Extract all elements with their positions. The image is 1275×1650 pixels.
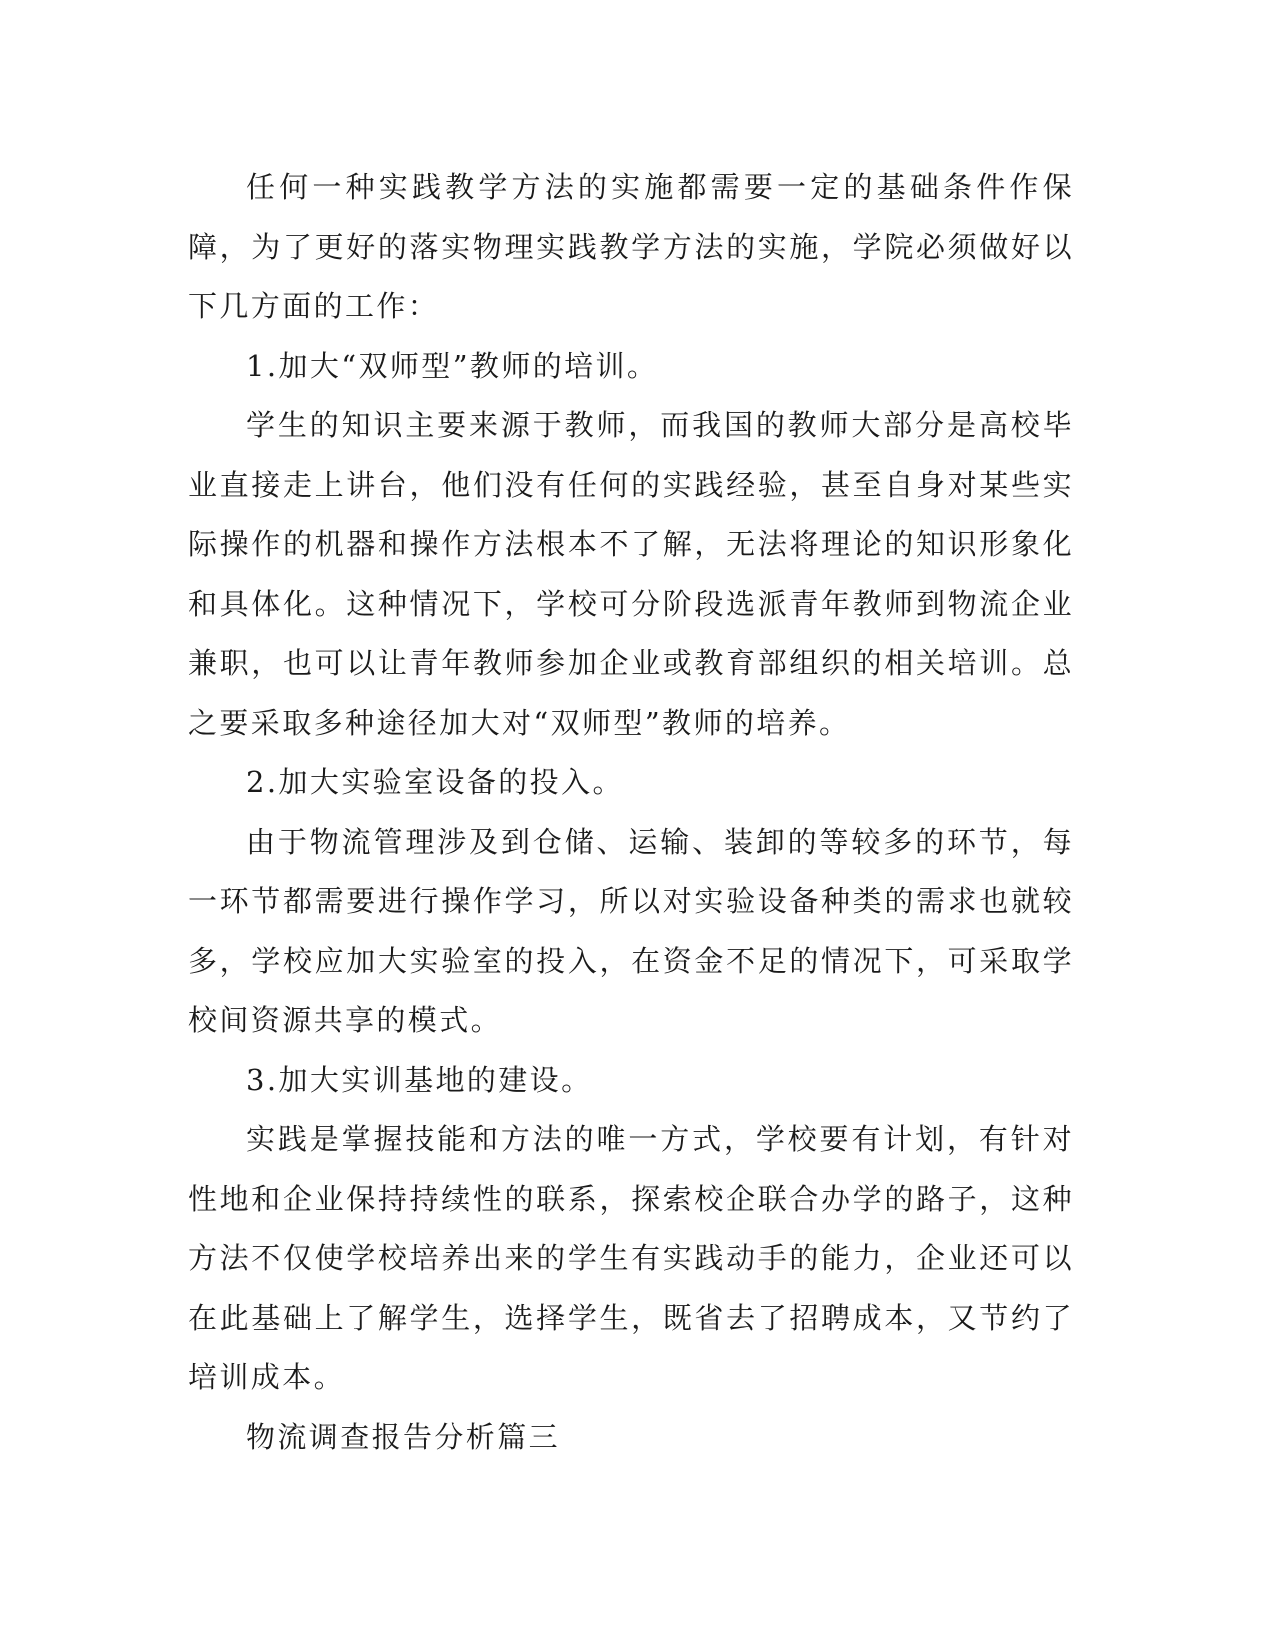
section-heading-2: 2.加大实验室设备的投入。 (246, 765, 624, 799)
intro-paragraph: 任何一种实践教学方法的实施都需要一定的基础条件作保障，为了更好的落实物理实践教学方法的实施，学院必须做好以下几方面的工作： (188, 170, 1074, 323)
next-article-title: 物流调查报告分析篇三 (246, 1419, 561, 1454)
document-body (188, 158, 1074, 1467)
section-heading-1: 1.加大“双师型”教师的培训。 (246, 348, 659, 383)
section-body-3: 实践是掌握技能和方法的唯一方式，学校要有计划，有针对性地和企业保持持续性的联系，探索校企联合办学的路子，这种方法不仅使学校培养出来的学生有实践动手的能力，企业还可以在此基础上了解学生，选择学生，既省去了招聘成本，又节约了培训成本。 (188, 1122, 1074, 1394)
section-heading-3: 3.加大实训基地的建设。 (246, 1062, 593, 1097)
section-body-2: 由于物流管理涉及到仓储、运输、装卸的等较多的环节，每一环节都需要进行操作学习，所以对实验设备种类的需求也就较多，学校应加大实验室的投入，在资金不足的情况下，可采取学校间资源共享的模式。 (188, 824, 1074, 1037)
section-body-1: 学生的知识主要来源于教师，而我国的教师大部分是高校毕业直接走上讲台，他们没有任何的实践经验，甚至自身对某些实际操作的机器和操作方法根本不了解，无法将理论的知识形象化和具体化。这种情况下，学校可分阶段选派青年教师到物流企业兼职，也可以让青年教师参加企业或教育部组织的相关培训。总之要采取多种途径加大对“双师型”教师的培养。 (188, 408, 1074, 740)
